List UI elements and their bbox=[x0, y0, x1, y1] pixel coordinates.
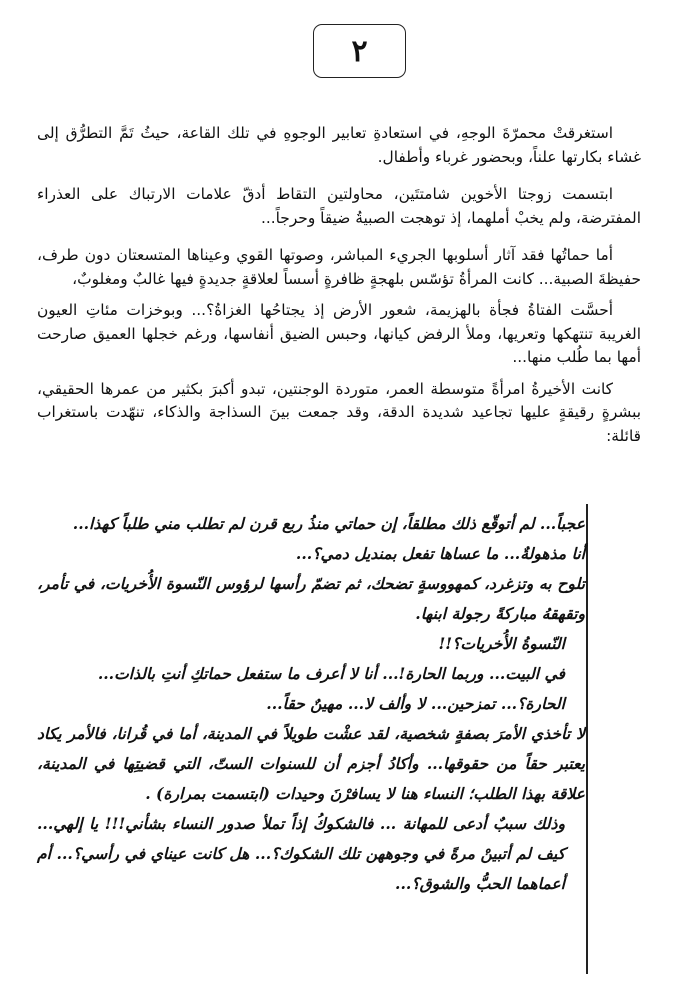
page-number: ٢ bbox=[351, 33, 368, 69]
paragraph-3: أما حماتُها فقد آثار أسلوبها الجريء المباشر، وصوتها القوي وعيناها المتسعتان دون طرف، حفيظةَ الصبية... كانت المرأةُ تؤسّس بلهجةٍ ظافرةٍ أسساً لعلاقةٍ جديدةٍ فيها غالبٌ ومغلوبٌ، bbox=[37, 246, 641, 288]
dialogue-line: في البيت... وربما الحارة!... أنا لا أعرف ما ستفعل حماتكِ أنتِ بالذات... bbox=[97, 664, 565, 683]
paragraph-1: استغرقتْ محمرّةَ الوجهِ، في استعادةِ تعابير الوجوهِ في تلك القاعة، حيثُ تَمَّ التطرُّق إلى غشاء بكارتها علناً، وبحضور غرباء وأطفال. bbox=[37, 124, 641, 166]
narrative-text bbox=[37, 122, 641, 462]
dialogue-line: عجباً... لم أتوقّع ذلك مطلقاً، إن حماتي منذُ ربع قرن لم تطلب مني طلباً كهذا... bbox=[72, 514, 585, 533]
paragraph-5: كانت الأخيرةُ امرأةً متوسطة العمر، متوردة الوجنتين، تبدو أكبرَ بكثير من عمرها الحقيقي، ببشرةٍ رقيقةٍ عليها تجاعيد شديدة الدقة، وقد جمعت بينَ السذاجة والذكاء، تنهّدت باستغراب قائلة: bbox=[37, 379, 641, 445]
dialogue-line: أنا مذهولةٌ... ما عساها تفعل بمنديل دمي؟... bbox=[295, 544, 585, 563]
dialogue-line: وذلك سببٌ أدعى للمهانة ... فالشكوكُ إذاً تملأ صدور النساء بشأني!!! يا إلهي... كيف لم أتبينْ مرةً في وجوههن تلك الشكوك؟... هل كانت عيناي في رأسي؟... أم أعماهما الحبُّ والشوق؟... bbox=[37, 814, 565, 893]
dialogue-line: الحارة؟... تمزحين... لا وألف لا... مهينٌ حقاً... bbox=[266, 694, 565, 713]
dialogue-margin-line bbox=[586, 504, 588, 974]
page-number-box bbox=[313, 24, 406, 78]
dialogue-line: تلوح به وتزغرد، كمهووسةٍ تضحك، ثم تضمّ رأسها لرؤوس النّسوة الأُخريات، في تأمر، وتقهقهُ مباركةً رجولة ابنها. bbox=[37, 574, 585, 623]
dialogue-line: لا تأخذي الأمرَ بصفةٍ شخصية، لقد عشْت طويلاً في المدينة، أما في قُرانا، فالأمر يكاد يعتبر حقاً من حقوقها... وأكادُ أجزم أن للسنوات الستّ، التي قضيتِها في المدينة، علاقة بهذا الطلب؛ النساء هنا لا يسافرْنَ وحيدات (ابتسمت بمرارة) . bbox=[37, 724, 585, 803]
paragraph-2: ابتسمت زوجتا الأخوين شامتتَين، محاولتين التقاط أدقّ علامات الارتباك على العذراء المفترضة، ولم يخبْ أملهما، إذ توهجت الصبيةُ ضيقاً وحرجاً... bbox=[37, 185, 641, 227]
dialogue-line: النّسوةُ الأُخريات؟!! bbox=[438, 634, 565, 653]
paragraph-4: أحسَّت الفتاةُ فجأة بالهزيمة، شعور الأرض إذ يجتاحُها الغزاةُ؟... وبوخزات مئاتِ العيون الغريبة تنتهكها وتعريها، وملأ الرفض كيانها، وحبس الضيق أنفاسها، ورغم خجلها العميق صارحت أمها بما طُلب منها... bbox=[37, 301, 641, 366]
dialogue-block bbox=[37, 509, 585, 899]
